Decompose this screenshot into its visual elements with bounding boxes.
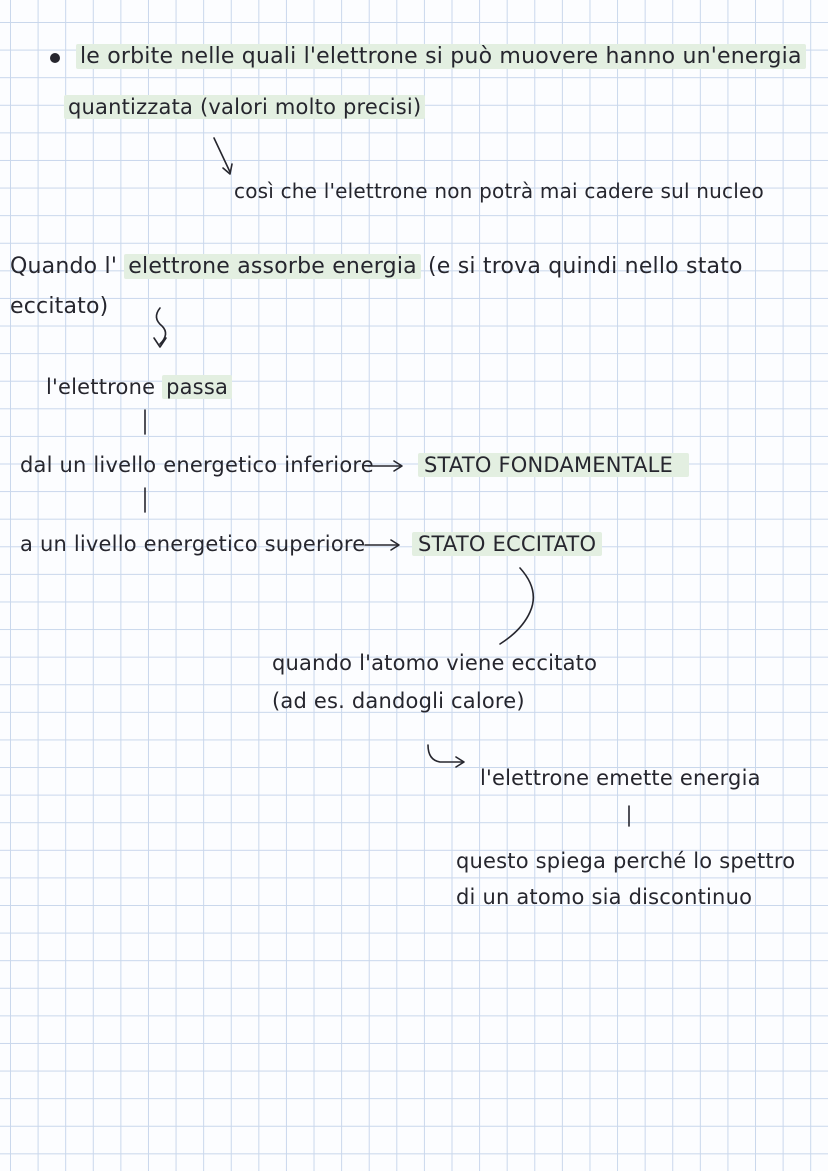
- from-level-text: dal un livello energetico inferiore: [20, 453, 374, 477]
- squiggle-arrow-icon: [156, 308, 165, 344]
- highlight-passa: passa: [162, 375, 232, 399]
- highlight-ground-state: STATO FONDAMENTALE: [418, 453, 689, 477]
- highlight-absorbs: elettrone assorbe energia: [124, 254, 421, 279]
- to-level-text: a un livello energetico superiore: [20, 532, 366, 556]
- absorb-prefix: Quando l': [10, 254, 125, 279]
- arrow-down-right-icon: [214, 138, 230, 172]
- passa-prefix: l'elettrone: [46, 375, 163, 399]
- consequence-text: così che l'elettrone non potrà mai cadere sul nucleo: [234, 179, 764, 203]
- explain-line-1: questo spiega perché lo spettro: [456, 849, 796, 873]
- highlight-orbits: le orbite nelle quali l'elettrone si può muovere hanno un'energia: [76, 44, 806, 69]
- hook-arrow-icon: [428, 745, 462, 762]
- absorb-line-2: eccitato): [10, 294, 109, 319]
- absorb-suffix: (e si trova quindi nello stato: [420, 254, 743, 279]
- bracket-curve-icon: [500, 568, 533, 644]
- explain-line-2: di un atomo sia discontinuo: [456, 885, 753, 909]
- when-line-2: (ad es. dandogli calore): [272, 689, 525, 713]
- highlight-excited-state: STATO ECCITATO: [412, 532, 602, 556]
- emits-text: l'elettrone emette energia: [480, 766, 761, 790]
- arrowhead-down-icon: [154, 338, 166, 347]
- when-line-1: quando l'atomo viene eccitato: [272, 651, 598, 675]
- highlight-quantized: quantizzata (valori molto precisi): [64, 95, 425, 119]
